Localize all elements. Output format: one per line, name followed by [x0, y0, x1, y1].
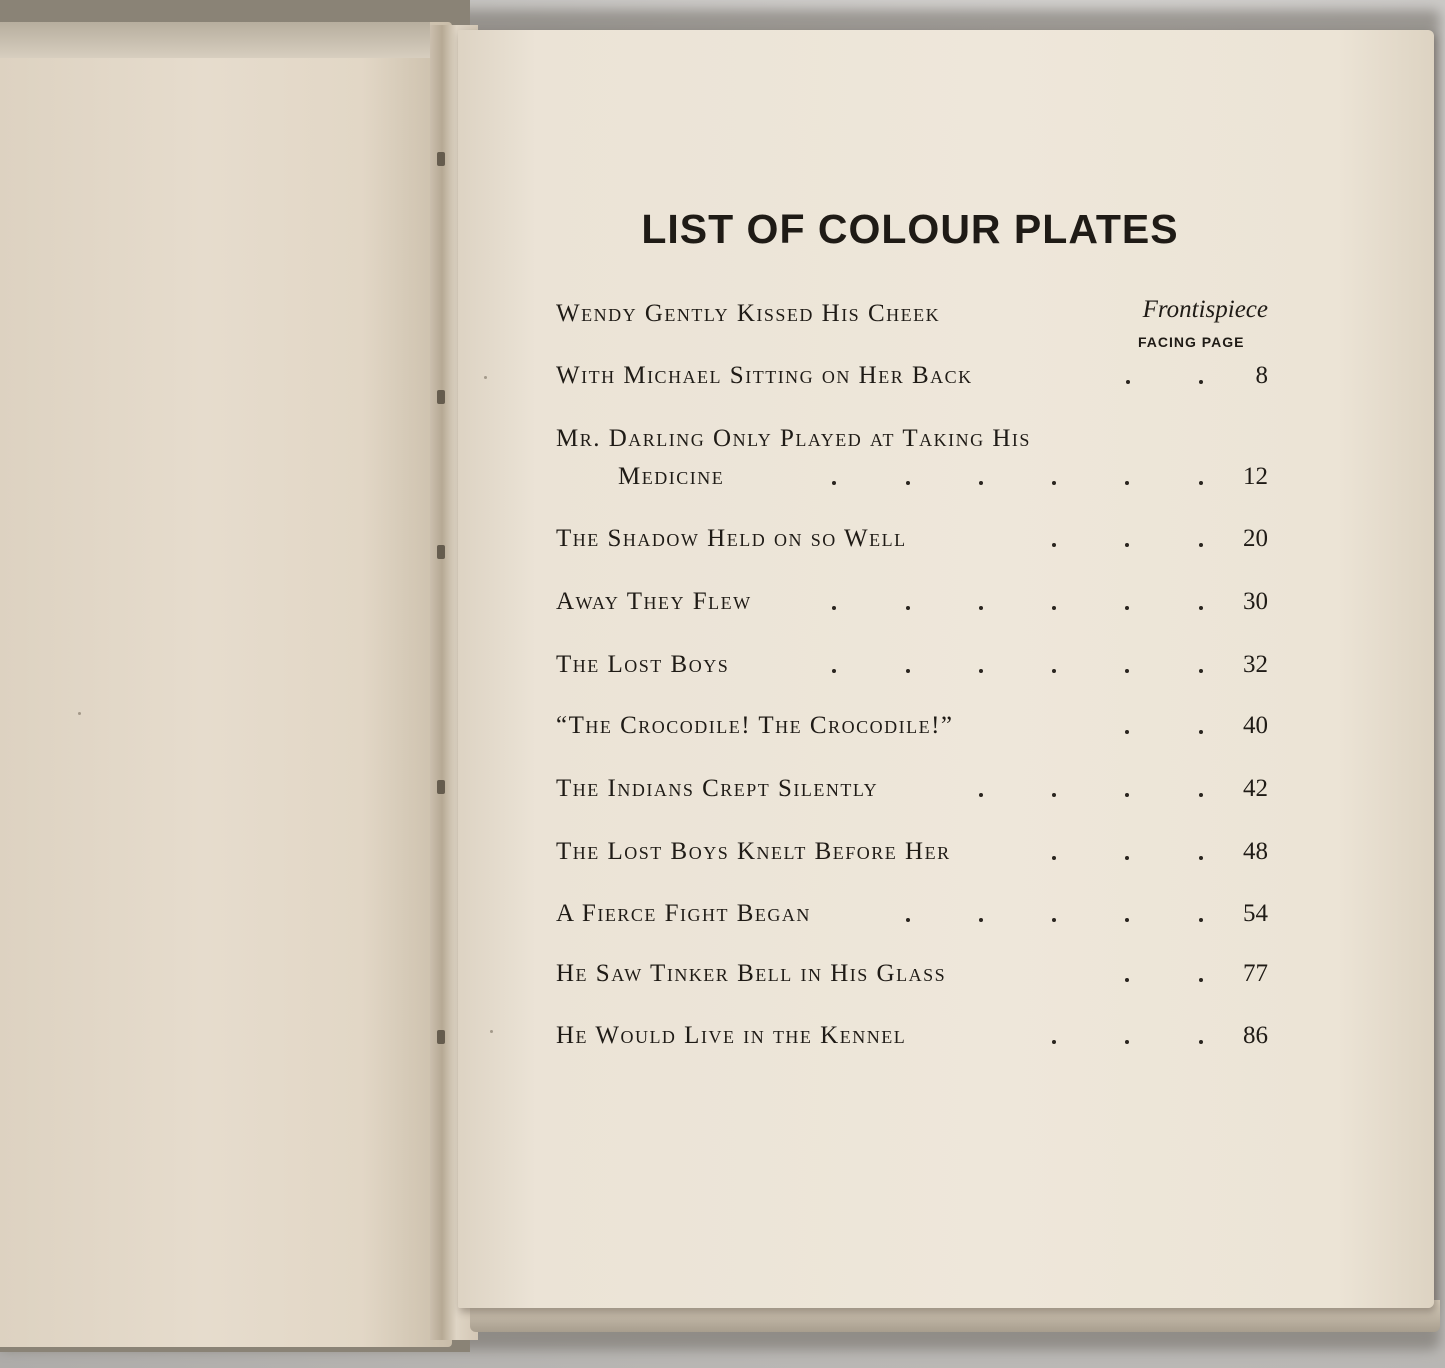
leader-dot: [979, 606, 983, 610]
plate-title: “The Crocodile! The Crocodile!”: [556, 712, 954, 739]
plate-page: 42: [1243, 775, 1268, 802]
plate-title: He Saw Tinker Bell in His Glass: [556, 960, 947, 987]
leader-dot: [1199, 1040, 1203, 1044]
plate-title: Away They Flew: [556, 588, 752, 615]
leader-dot: [979, 918, 983, 922]
plate-page: 86: [1243, 1022, 1268, 1049]
leader-dot: [1125, 669, 1129, 673]
leader-dot: [1052, 918, 1056, 922]
leader-dot: [1052, 856, 1056, 860]
leader-dot: [1052, 543, 1056, 547]
leader-dot: [979, 481, 983, 485]
plate-title: Mr. Darling Only Played at Taking His: [556, 425, 1031, 452]
leader-dot: [1052, 669, 1056, 673]
leader-dot: [1125, 730, 1129, 734]
plate-page: 12: [1243, 463, 1268, 490]
leader-dot: [1052, 606, 1056, 610]
leader-dot: [1125, 918, 1129, 922]
plate-page: 54: [1243, 900, 1268, 927]
leader-dot: [1125, 856, 1129, 860]
leader-dot: [906, 481, 910, 485]
leader-dot: [1199, 481, 1203, 485]
plate-page: 40: [1243, 712, 1268, 739]
leader-dot: [1199, 793, 1203, 797]
leader-dot: [1199, 606, 1203, 610]
plate-title: The Indians Crept Silently: [556, 775, 879, 802]
leader-dot: [1125, 481, 1129, 485]
leader-dot: [1052, 1040, 1056, 1044]
leader-dot: [1125, 793, 1129, 797]
plate-page: 77: [1243, 960, 1268, 987]
plate-page: 48: [1243, 838, 1268, 865]
leader-dot: [979, 669, 983, 673]
plate-page: Frontispiece: [1142, 296, 1268, 323]
leader-dot: [906, 669, 910, 673]
leader-dot: [1125, 606, 1129, 610]
facing-page-label: FACING PAGE: [1138, 334, 1245, 350]
leader-dot: [1052, 793, 1056, 797]
plate-title: A Fierce Fight Began: [556, 900, 811, 927]
leader-dot: [1199, 669, 1203, 673]
plate-title: He Would Live in the Kennel: [556, 1022, 907, 1049]
leader-dot: [1199, 730, 1203, 734]
leader-dot: [1199, 978, 1203, 982]
plate-page: 20: [1243, 525, 1268, 552]
leader-dot: [979, 793, 983, 797]
leader-dot: [906, 918, 910, 922]
leader-dot: [832, 606, 836, 610]
plate-title: With Michael Sitting on Her Back: [556, 362, 973, 389]
plate-title: Wendy Gently Kissed His Cheek: [556, 300, 941, 327]
plate-title: The Shadow Held on so Well: [556, 525, 907, 552]
plate-page: 32: [1243, 651, 1268, 678]
leader-dot: [1125, 1040, 1129, 1044]
leader-dot: [1052, 481, 1056, 485]
page-title: LIST OF COLOUR PLATES: [641, 206, 1179, 252]
plate-page: 30: [1243, 588, 1268, 615]
leader-dot: [1125, 543, 1129, 547]
plate-title: The Lost Boys: [556, 651, 730, 678]
leader-dot: [1199, 380, 1203, 384]
leader-dot: [1199, 543, 1203, 547]
leader-dot: [1125, 978, 1129, 982]
plate-page: 8: [1255, 362, 1268, 389]
plate-title: The Lost Boys Knelt Before Her: [556, 838, 951, 865]
leader-dot: [906, 606, 910, 610]
leader-dot: [832, 669, 836, 673]
leader-dot: [832, 481, 836, 485]
leader-dot: [1199, 918, 1203, 922]
plate-title-continued: Medicine: [618, 463, 725, 490]
leader-dot: [1199, 856, 1203, 860]
leader-dot: [1126, 380, 1130, 384]
